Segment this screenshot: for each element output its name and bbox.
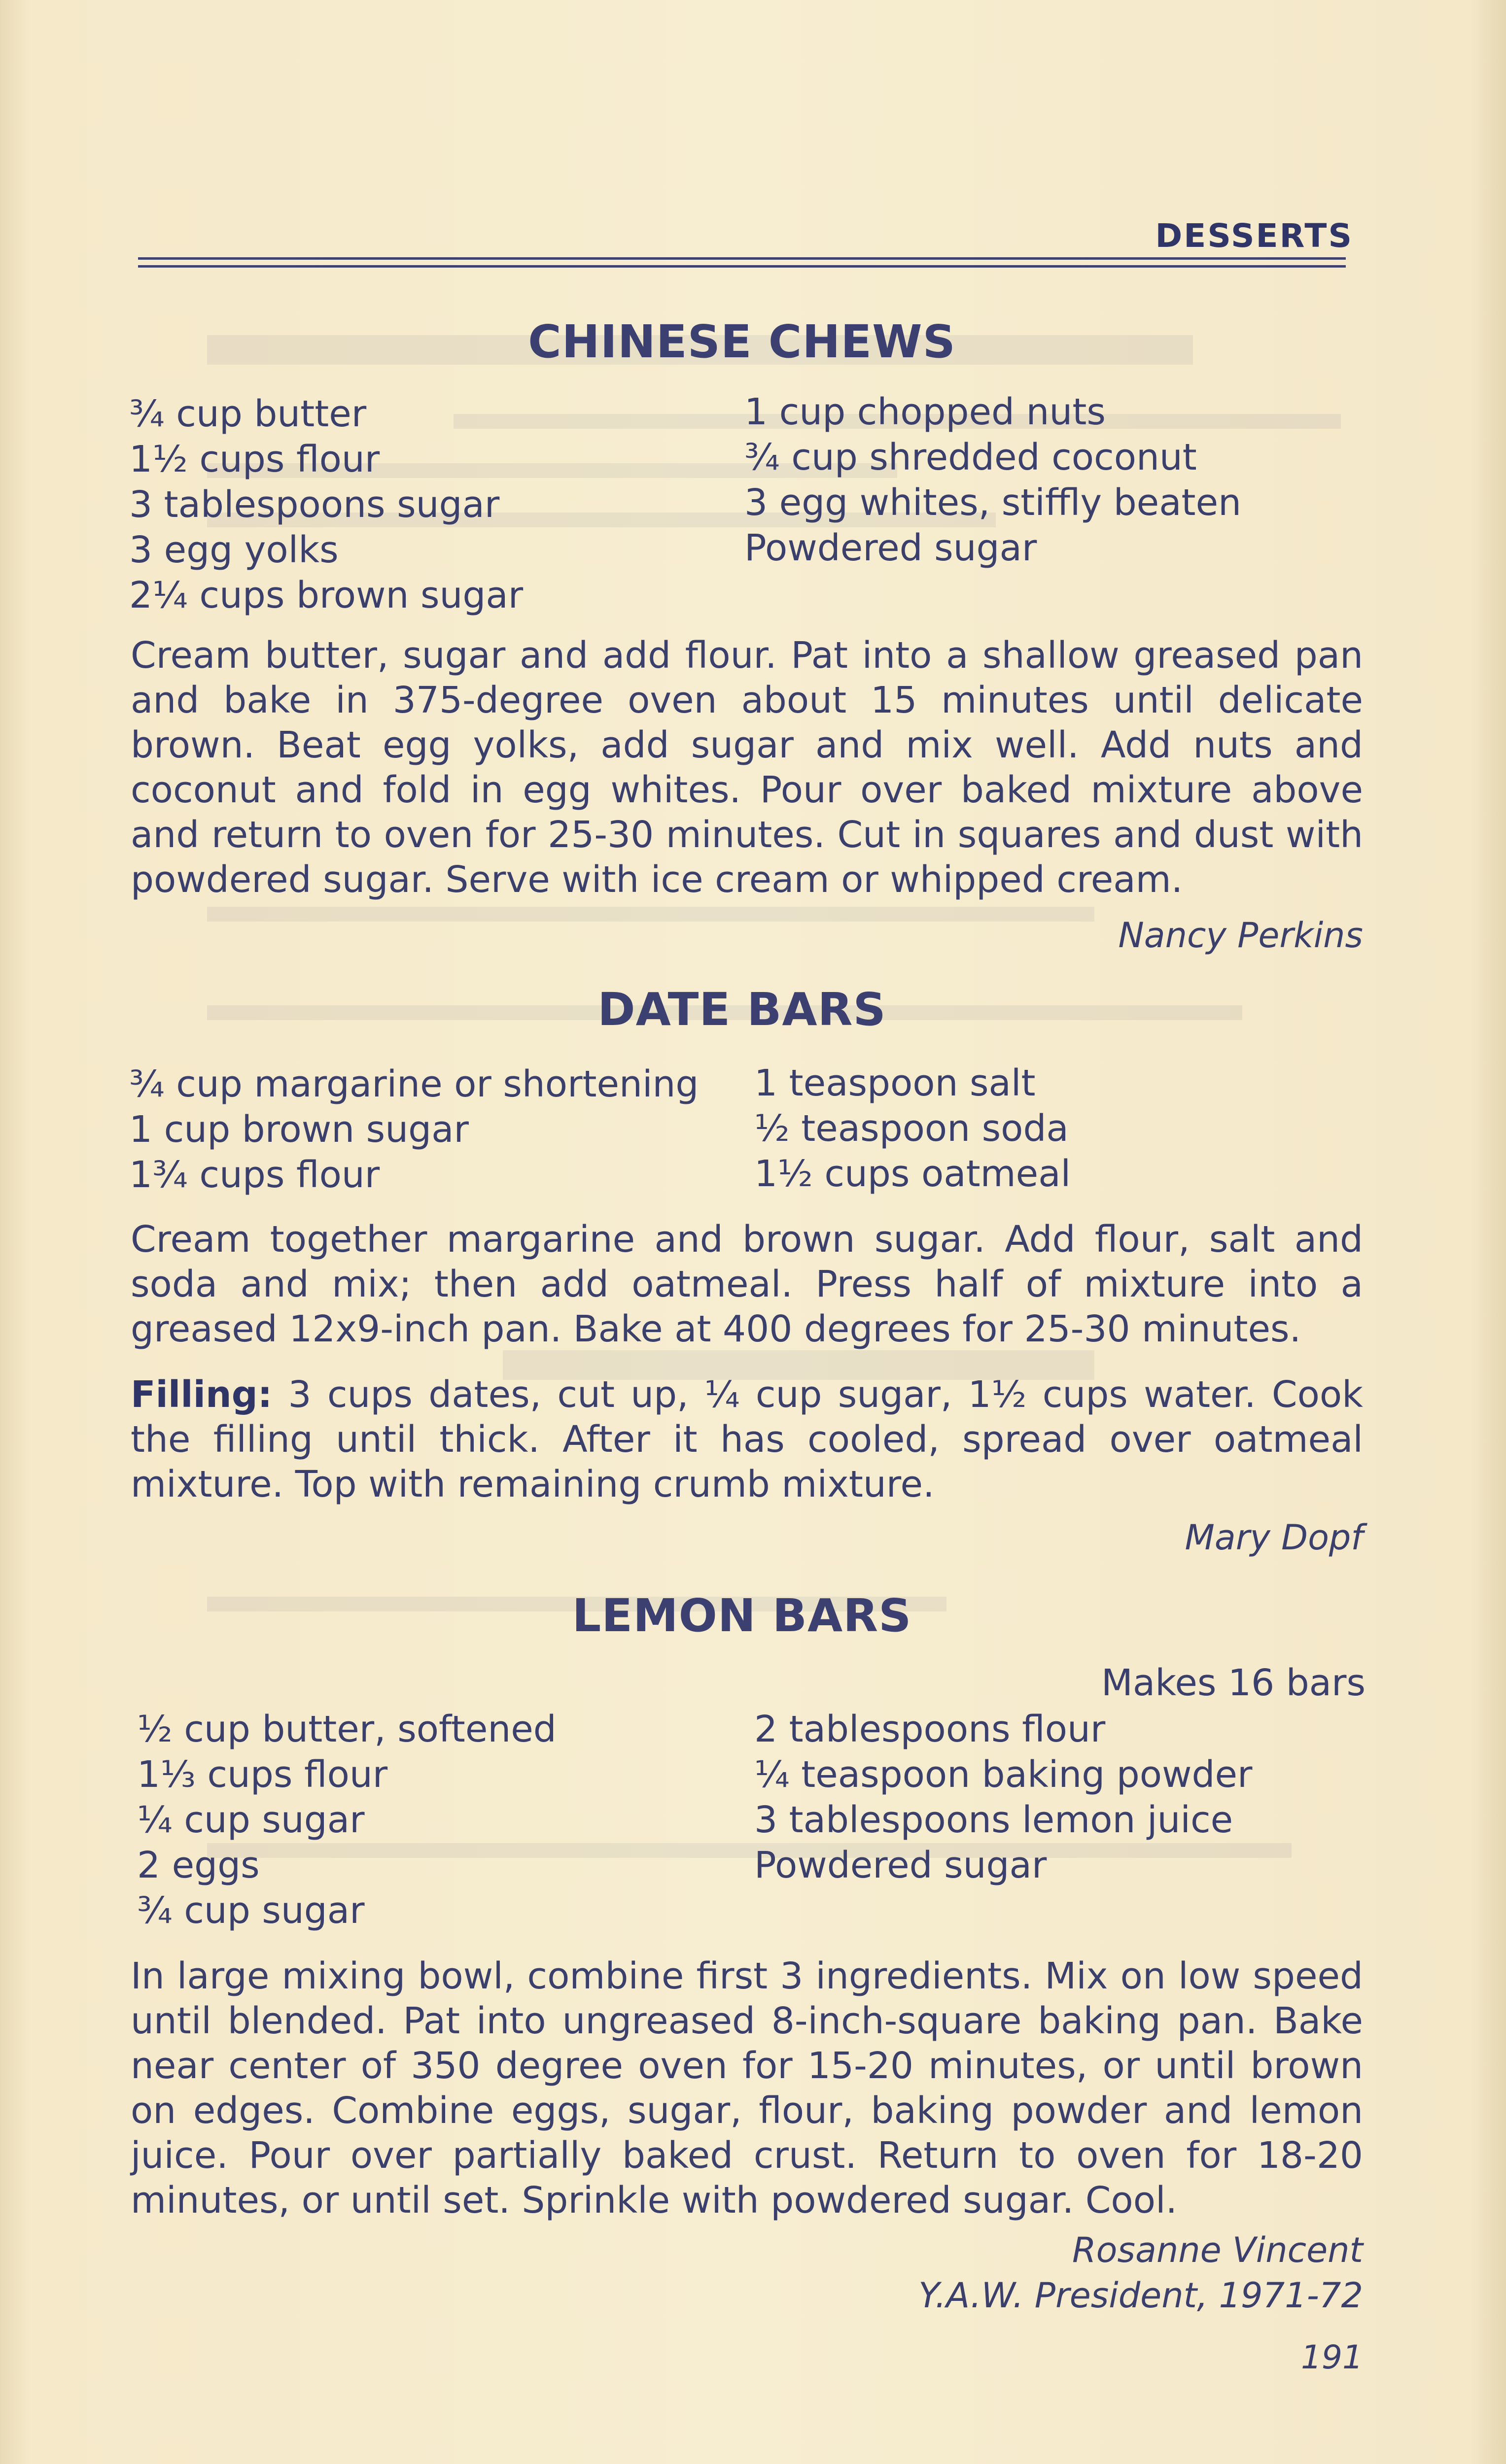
- filling-label: Filling:: [131, 1373, 273, 1416]
- ingredient: 1⅓ cups flour: [137, 1753, 388, 1796]
- ingredient: 1 cup brown sugar: [129, 1108, 469, 1151]
- ingredient: ¾ cup margarine or shortening: [129, 1063, 699, 1105]
- ingredient-list-right: [744, 389, 1241, 571]
- ingredient: 1 teaspoon salt: [754, 1062, 1036, 1104]
- ingredient: ½ teaspoon soda: [754, 1107, 1069, 1150]
- ingredient: 3 tablespoons lemon juice: [754, 1799, 1233, 1841]
- ingredient-list-left: [129, 391, 523, 618]
- ingredient: 1¾ cups flour: [129, 1154, 380, 1196]
- section-label: DESSERTS: [1155, 217, 1353, 255]
- page-number: 191: [1301, 2338, 1363, 2376]
- ingredient: 3 egg whites, stiffly beaten: [744, 481, 1241, 524]
- recipe-author: Nancy Perkins: [1118, 915, 1363, 956]
- ingredient: 1 cup chopped nuts: [744, 391, 1106, 433]
- recipe-title: LEMON BARS: [572, 1589, 912, 1642]
- ingredient: ¼ teaspoon baking powder: [754, 1753, 1253, 1796]
- ingredient: 2¼ cups brown sugar: [129, 574, 524, 616]
- ingredient: ¾ cup butter: [129, 393, 367, 435]
- recipe-yield: Makes 16 bars: [1101, 1662, 1366, 1704]
- ingredient: Powdered sugar: [744, 527, 1037, 569]
- ingredient-list-right: [754, 1707, 1252, 1888]
- filling-note: [131, 1372, 1363, 1507]
- ingredient: 3 egg yolks: [129, 529, 339, 571]
- ingredient: ¾ cup sugar: [137, 1889, 365, 1932]
- ingredient: ¼ cup sugar: [137, 1799, 365, 1841]
- ingredient-list-right: [754, 1061, 1071, 1197]
- ingredient: Powdered sugar: [754, 1844, 1047, 1886]
- ingredient: 2 eggs: [137, 1844, 260, 1886]
- recipe-title: DATE BARS: [597, 983, 886, 1036]
- author-title: Y.A.W. President, 1971-72: [918, 2275, 1363, 2316]
- recipe-author: Rosanne Vincent: [1072, 2230, 1363, 2270]
- ingredient-list-left: [137, 1707, 557, 1933]
- ingredient-list-left: [129, 1061, 699, 1198]
- recipe-directions: In large mixing bowl, combine first 3 ingredients. Mix on low speed until blended. Pat into ungreased 8-inch-square baking pan. Bake near center of 350 degree oven for 15-20 minutes, or until brown on edges. Combine eggs, sugar, flour, baking powder and lemon juice. Pour over partially baked crust. Return to oven for 18-20 minutes, or until set. Sprinkle with powdered sugar. Cool.: [131, 1955, 1363, 2222]
- header-rule-top: [138, 257, 1346, 260]
- ingredient: 1½ cups oatmeal: [754, 1153, 1071, 1195]
- ingredient: 1½ cups flour: [129, 438, 380, 480]
- header-rule-bottom: [138, 265, 1346, 268]
- recipe-title: CHINESE CHEWS: [528, 315, 956, 368]
- recipe-directions: Cream together margarine and brown sugar. Add flour, salt and soda and mix; then add oatmeal. Press half of mixture into a greased 12x9-inch pan. Bake at 400 degrees for 25-30 minutes.: [131, 1218, 1363, 1350]
- recipe-author: Mary Dopf: [1185, 1517, 1363, 1558]
- ingredient: 3 tablespoons sugar: [129, 483, 500, 526]
- ingredient: ¾ cup shredded coconut: [744, 436, 1197, 479]
- recipe-directions: Cream butter, sugar and add flour. Pat into a shallow greased pan and bake in 375-degree oven about 15 minutes until delicate brown. Beat egg yolks, add sugar and mix well. Add nuts and coconut and fold in egg whites. Pour over baked mixture above and return to oven for 25-30 minutes. Cut in squares and dust with powdered sugar. Serve with ice cream or whipped cream.: [131, 634, 1363, 901]
- filling-text: 3 cups dates, cut up, ¼ cup sugar, 1½ cups water. Cook the filling until thick. After it has cooled, spread over oatmeal mixture. Top with remaining crumb mixture.: [131, 1373, 1363, 1506]
- ingredient: 2 tablespoons flour: [754, 1708, 1106, 1750]
- ingredient: ½ cup butter, softened: [137, 1708, 557, 1750]
